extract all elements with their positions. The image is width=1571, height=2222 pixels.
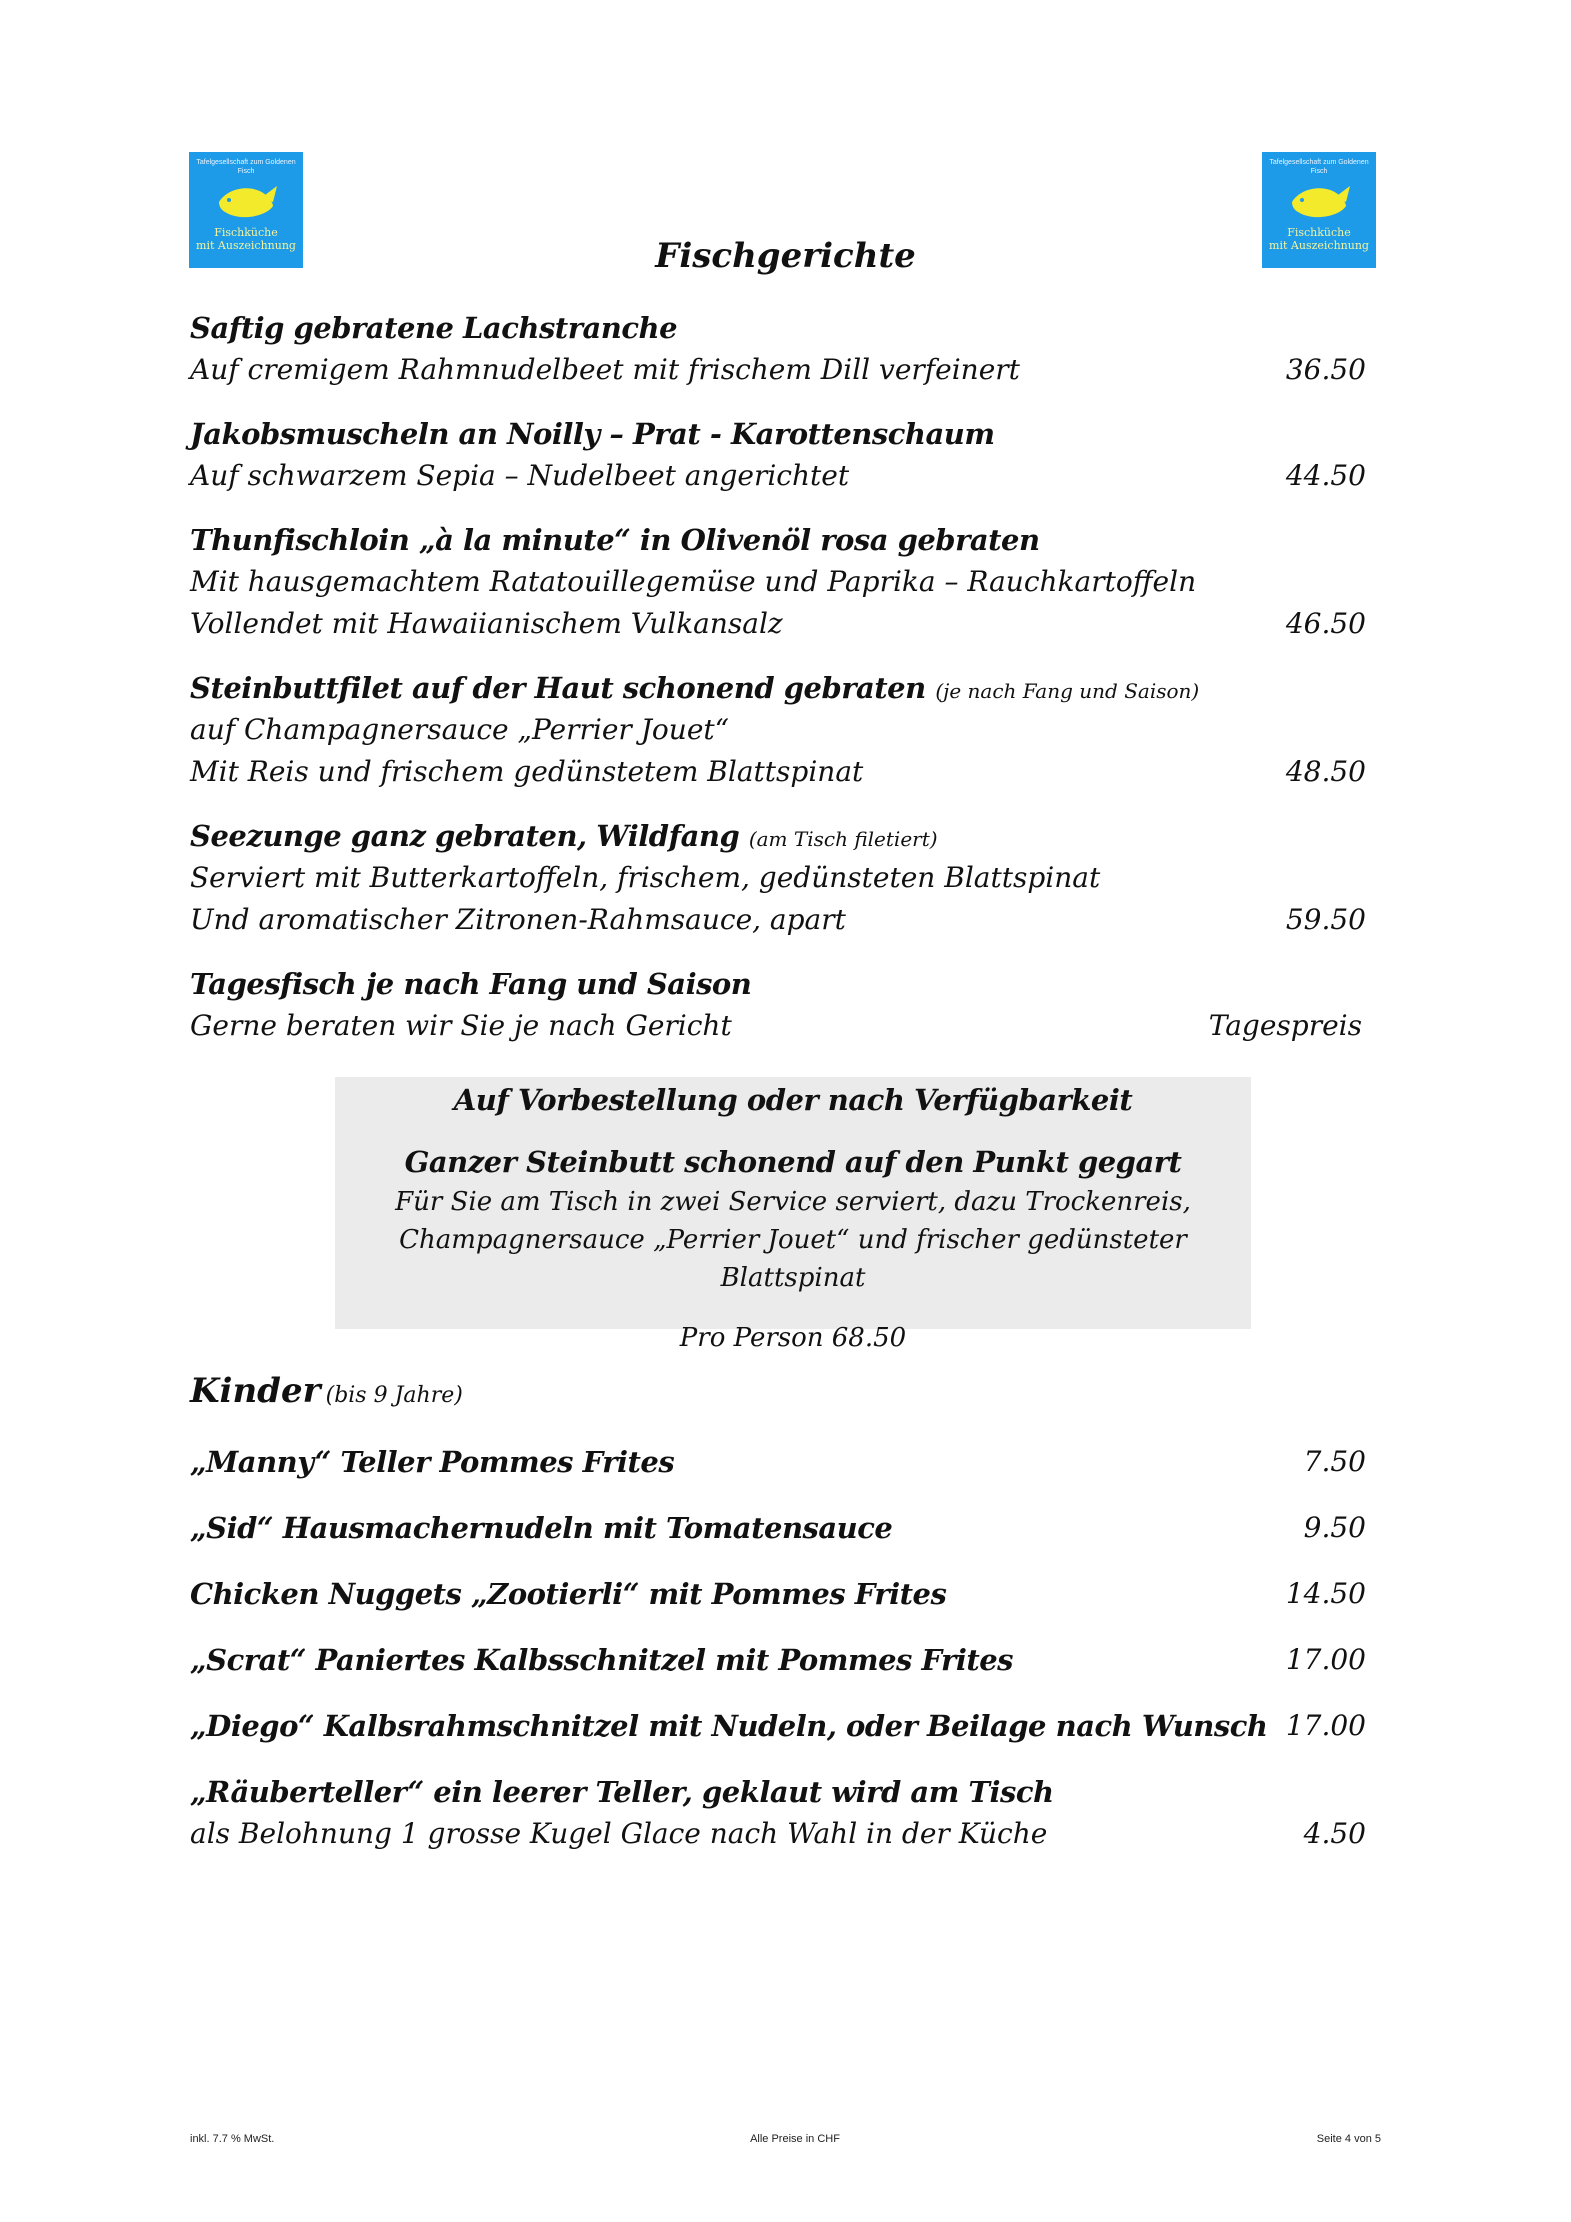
dish-name: „Scrat“ Paniertes Kalbsschnitzel mit Pommes Frites bbox=[190, 1643, 1014, 1677]
footer-vat-note: inkl. 7.7 % MwSt. bbox=[190, 2133, 275, 2145]
dish-description: Und aromatischer Zitronen-Rahmsauce, apart bbox=[190, 903, 846, 936]
menu-item bbox=[190, 307, 1366, 391]
menu-item bbox=[190, 667, 1366, 793]
logo-top-text: Tafelgesellschaft zum Goldenen Fisch bbox=[196, 159, 296, 175]
special-price: Pro Person 68.50 bbox=[679, 1323, 907, 1353]
dish-description: Mit Reis und frischem gedünstetem Blattspinat bbox=[190, 755, 864, 788]
dish-name: Seezunge ganz gebraten, Wildfang bbox=[190, 819, 740, 853]
dish-description: Gerne beraten wir Sie je nach Gericht bbox=[190, 1009, 732, 1042]
menu-item bbox=[190, 1639, 1366, 1681]
special-dish-name: Ganzer Steinbutt schonend auf den Punkt gegart bbox=[404, 1145, 1182, 1179]
dish-price: Tagespreis bbox=[1208, 1009, 1362, 1042]
dish-name: Thunfischloin „à la minute“ in Olivenöl rosa gebraten bbox=[190, 523, 1040, 557]
dish-price: 59.50 bbox=[1285, 903, 1366, 936]
kinder-subtitle: (bis 9 Jahre) bbox=[325, 1383, 463, 1408]
dish-note: (am Tisch filetiert) bbox=[748, 827, 938, 851]
dish-name: „Manny“ Teller Pommes Frites bbox=[190, 1445, 675, 1479]
dish-price: 9.50 bbox=[1303, 1511, 1366, 1544]
dish-description: Serviert mit Butterkartoffeln, frischem, gedünsteten Blattspinat bbox=[190, 861, 1101, 894]
dish-name-row bbox=[190, 667, 1366, 709]
dish-note: (je nach Fang und Saison) bbox=[935, 679, 1200, 703]
footer-currency-note: Alle Preise in CHF bbox=[750, 2133, 840, 2145]
footer-page-number: Seite 4 von 5 bbox=[1316, 2133, 1381, 2145]
dish-price: 17.00 bbox=[1285, 1709, 1366, 1742]
menu-item bbox=[190, 1507, 1366, 1549]
dish-name: Jakobsmuscheln an Noilly – Prat - Karottenschaum bbox=[190, 417, 995, 451]
dish-name: Tagesfisch je nach Fang und Saison bbox=[190, 967, 752, 1001]
menu-item bbox=[190, 519, 1366, 645]
dish-description: Mit hausgemachtem Ratatouillegemüse und Paprika – Rauchkartoffeln bbox=[190, 565, 1197, 598]
kinder-list bbox=[190, 1441, 1366, 1855]
menu-item bbox=[190, 413, 1366, 497]
menu-item bbox=[190, 963, 1366, 1047]
special-order-box bbox=[335, 1077, 1251, 1353]
dish-name: „Diego“ Kalbsrahmschnitzel mit Nudeln, oder Beilage nach Wunsch bbox=[190, 1709, 1268, 1743]
dish-name: Steinbuttfilet auf der Haut schonend gebraten bbox=[190, 671, 926, 705]
dish-name: „Sid“ Hausmachernudeln mit Tomatensauce bbox=[190, 1511, 893, 1545]
logo-caption-2: mit Auszeichnung bbox=[196, 239, 296, 252]
logo-caption-1: Fischküche bbox=[214, 226, 278, 239]
menu-item bbox=[190, 1705, 1366, 1747]
dish-description: Vollendet mit Hawaiianischem Vulkansalz bbox=[190, 607, 783, 640]
special-heading: Auf Vorbestellung oder nach Verfügbarkeit bbox=[453, 1083, 1133, 1117]
menu-item bbox=[190, 1573, 1366, 1615]
dish-description: als Belohnung 1 grosse Kugel Glace nach Wahl in der Küche bbox=[190, 1817, 1048, 1850]
dish-price: 4.50 bbox=[1303, 1817, 1366, 1850]
logo-caption-2: mit Auszeichnung bbox=[1269, 239, 1369, 252]
dish-name-row bbox=[190, 815, 1366, 857]
menu-item bbox=[190, 815, 1366, 941]
special-description: Champagnersauce „Perrier Jouet“ und frischer gedünsteter Blattspinat bbox=[399, 1225, 1187, 1293]
dish-price: 48.50 bbox=[1285, 755, 1366, 788]
dish-price: 17.00 bbox=[1285, 1643, 1366, 1676]
dish-price: 44.50 bbox=[1285, 459, 1366, 492]
special-description: Für Sie am Tisch in zwei Service serviert, dazu Trockenreis, bbox=[395, 1187, 1191, 1217]
kinder-section-heading bbox=[190, 1371, 463, 1411]
dish-price: 36.50 bbox=[1285, 353, 1366, 386]
dish-price: 14.50 bbox=[1285, 1577, 1366, 1610]
dish-price: 46.50 bbox=[1285, 607, 1366, 640]
menu-item bbox=[190, 1441, 1366, 1483]
kinder-title: Kinder bbox=[190, 1371, 321, 1411]
dish-description: Auf cremigem Rahmnudelbeet mit frischem Dill verfeinert bbox=[190, 353, 1020, 386]
dish-name: Saftig gebratene Lachstranche bbox=[190, 311, 678, 345]
dish-name: „Räuberteller“ ein leerer Teller, geklaut wird am Tisch bbox=[190, 1775, 1054, 1809]
logo-caption-1: Fischküche bbox=[1287, 226, 1351, 239]
fish-icon bbox=[211, 178, 281, 224]
fish-icon bbox=[1284, 178, 1354, 224]
logo-top-text: Tafelgesellschaft zum Goldenen Fisch bbox=[1269, 159, 1369, 175]
dish-price: 7.50 bbox=[1303, 1445, 1366, 1478]
dish-description: auf Champagnersauce „Perrier Jouet“ bbox=[190, 713, 729, 746]
dish-description: Auf schwarzem Sepia – Nudelbeet angerichtet bbox=[190, 459, 850, 492]
page-title: Fischgerichte bbox=[655, 236, 916, 276]
dish-name: Chicken Nuggets „Zootierli“ mit Pommes Frites bbox=[190, 1577, 947, 1611]
fish-dish-list bbox=[190, 307, 1366, 1047]
menu-item bbox=[190, 1771, 1366, 1855]
